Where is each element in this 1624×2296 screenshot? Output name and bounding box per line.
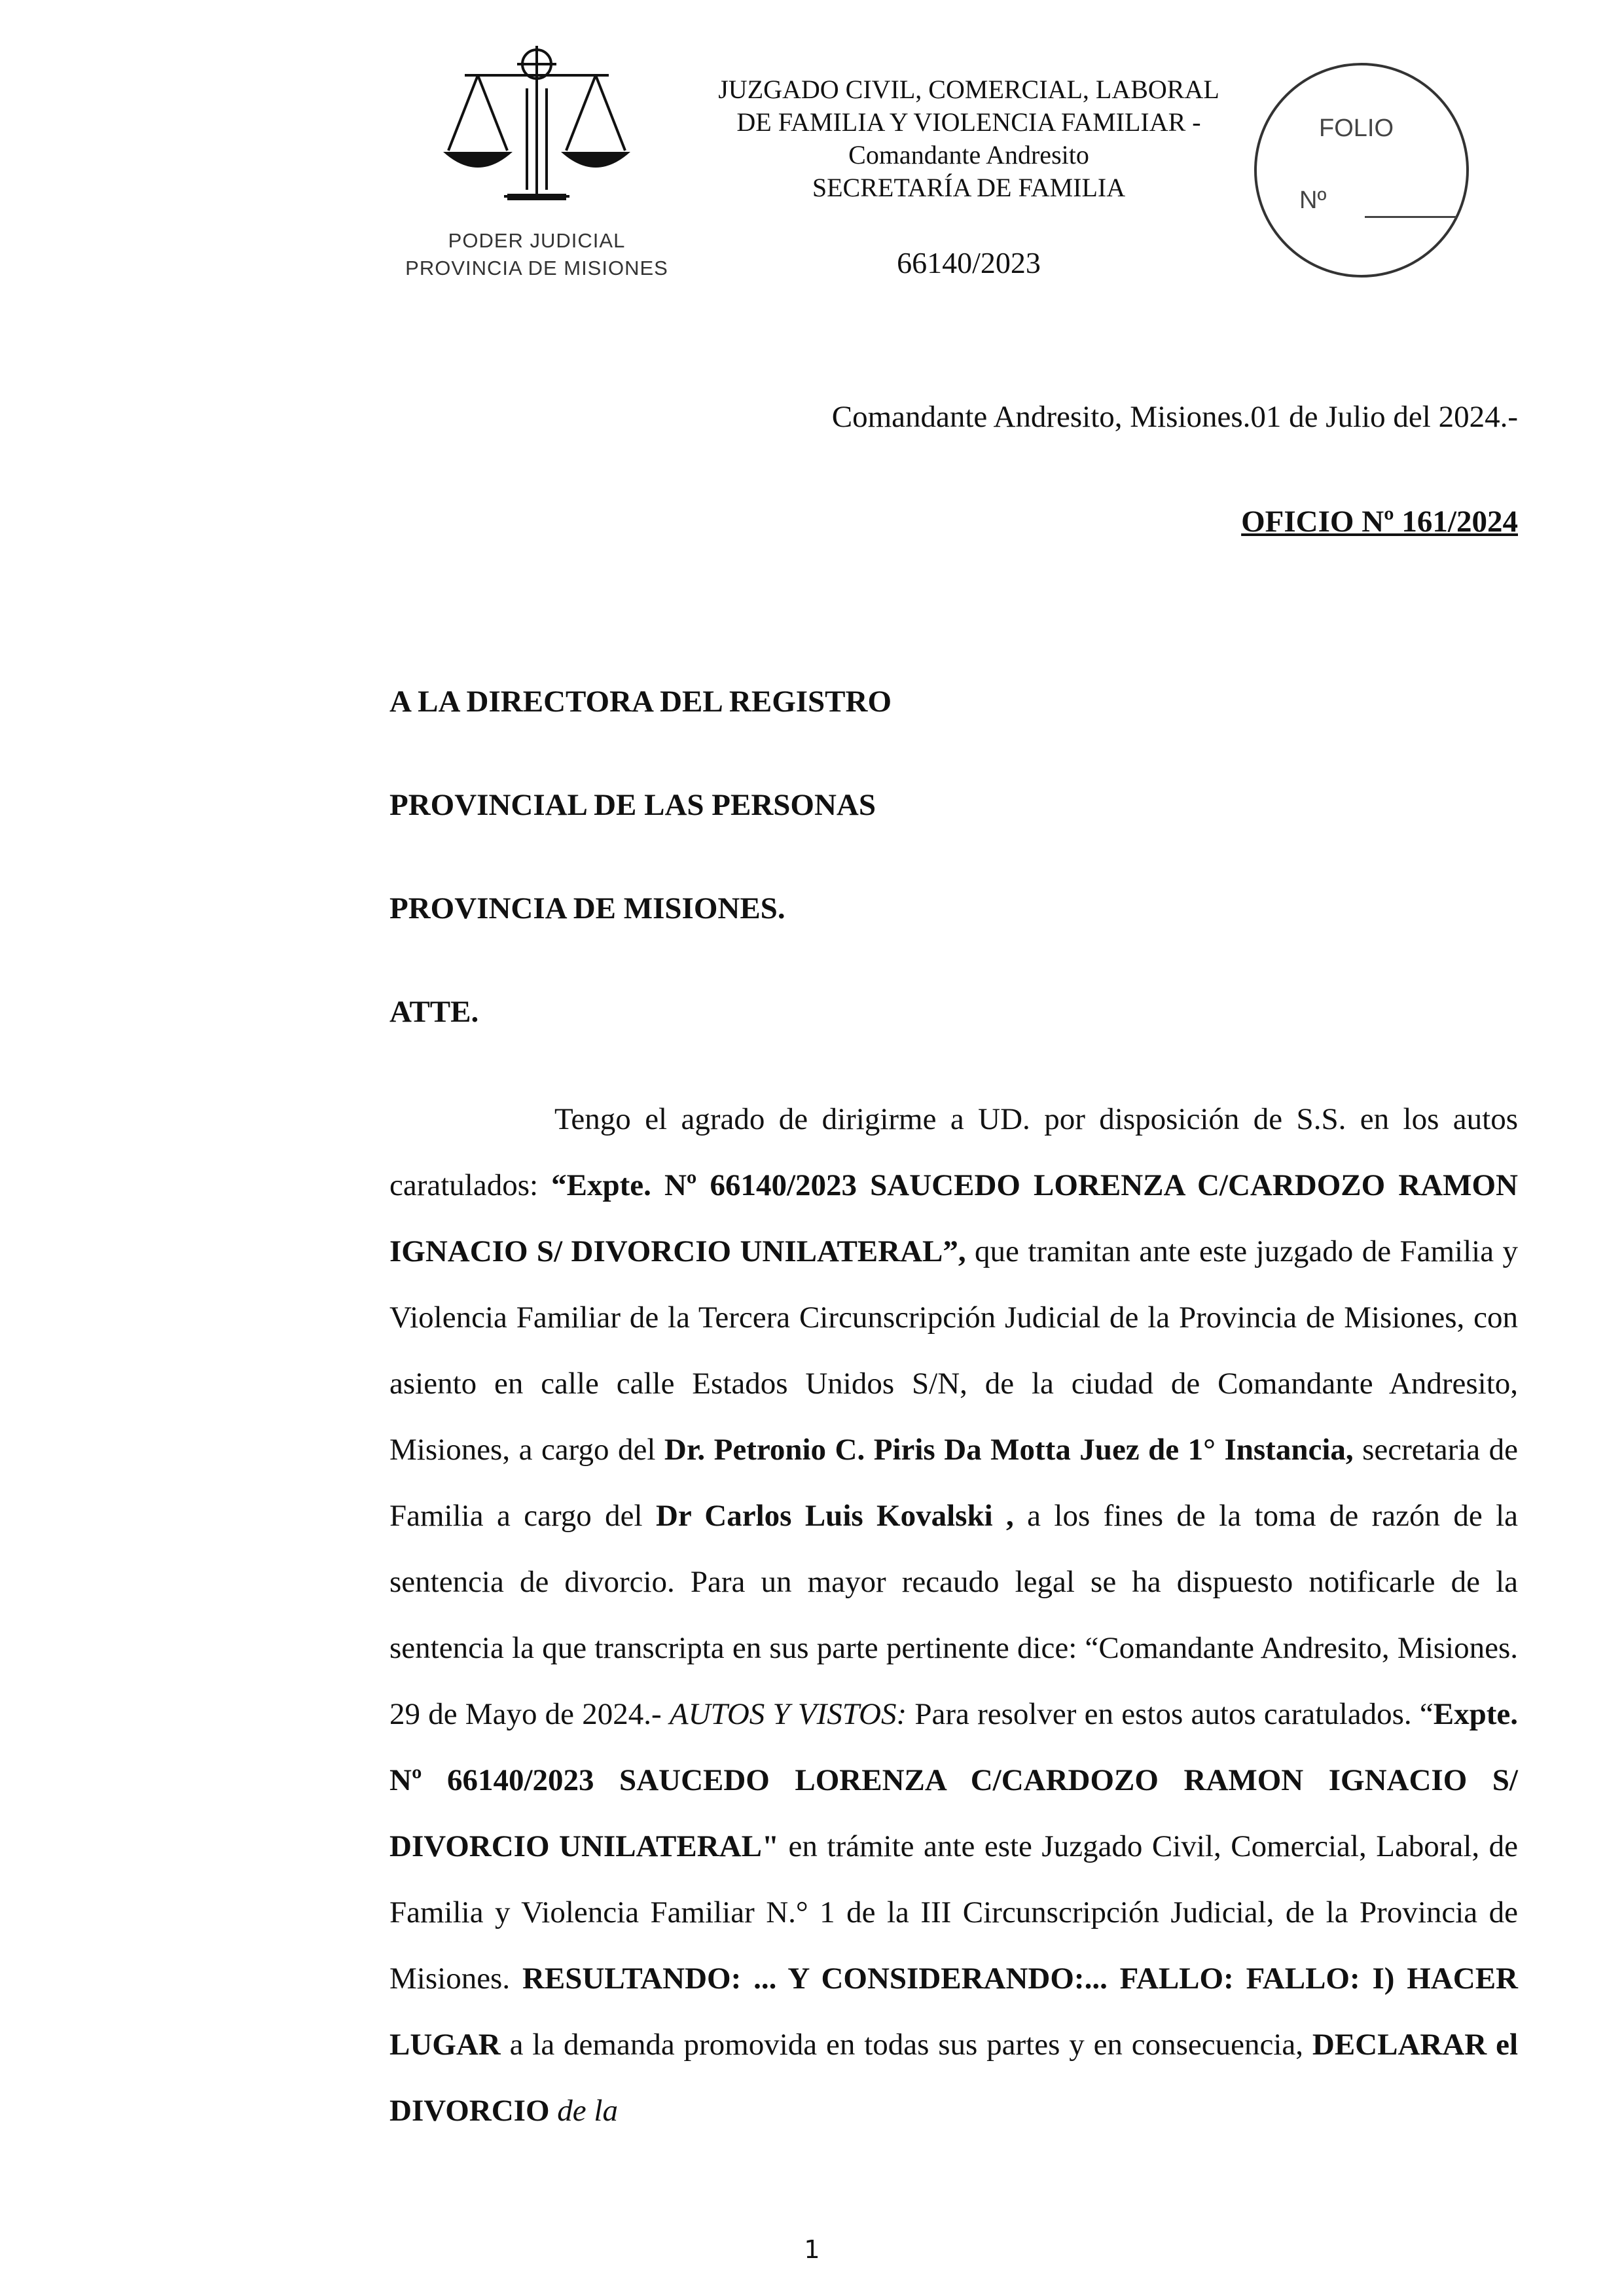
folio-circle-icon [1247,59,1476,288]
case-caption-bold-2: Expte. Nº 66140/2023 SAUCEDO LORENZA C/CARDOZO RAMON IGNACIO S/ DIVORCIO UNILATERAL" [389,1697,1518,1863]
page-number: 1 [804,2235,820,2264]
body-text-2: que tramitan ante este juzgado de Familia y Violencia Familiar de la Tercera Circunscripción Judicial de la Provincia de Misiones, con asiento en calle calle Estados Unidos S/N, de la ciudad de Comandante Andresito, Misiones, a cargo del [389,1234,1518,1467]
addressee-line-2: PROVINCIAL DE LAS PERSONAS [389,788,876,822]
body-text-5: Para resolver en estos autos caratulados. “ [907,1697,1434,1731]
de-la-italic: de la [557,2094,618,2128]
court-line-3: Comandante Andresito [848,140,1089,170]
oficio-title: OFICIO Nº 161/2024 [1241,505,1518,539]
body-text-3: secretaria de Familia a cargo del [389,1433,1519,1533]
logo-line-1: PODER JUDICIAL [448,229,626,252]
body-text-6: en trámite ante este Juzgado Civil, Comercial, Laboral, de Familia y Violencia Familiar N.° 1 de la III Circunscripción Judicial, de la Provincia de Misiones. [389,1829,1518,1996]
addressee-line-1: A LA DIRECTORA DEL REGISTRO [389,685,892,719]
folio-label: FOLIO [1319,115,1394,142]
date-line: Comandante Andresito, Misiones.01 de Julio del 2024.- [831,400,1518,434]
body-paragraph [389,1086,1518,2144]
folio-number-line [1365,216,1456,218]
folio-stamp [1247,59,1476,288]
judge-name-bold: Dr. Petronio C. Piris Da Motta Juez de 1° Instancia, [664,1433,1354,1467]
court-line-4: SECRETARÍA DE FAMILIA [812,173,1126,202]
body-text-1: Tengo el agrado de dirigirme a UD. por disposición de S.S. en los autos caratulados: [389,1102,1518,1202]
addressee-line-4: ATTE. [389,995,479,1029]
secretary-name-bold: Dr Carlos Luis Kovalski , [655,1499,1014,1533]
addressee-line-3: PROVINCIA DE MISIONES. [389,891,785,925]
court-name [681,73,1257,204]
court-line-2: DE FAMILIA Y VIOLENCIA FAMILIAR - [736,107,1201,137]
resultando-bold: RESULTANDO: ... Y CONSIDERANDO:... FALLO: FALLO: I) HACER LUGAR [389,1962,1518,2062]
body-text-8 [550,2094,558,2128]
scales-of-justice-icon [435,39,638,229]
court-line-1: JUZGADO CIVIL, COMERCIAL, LABORAL [718,75,1219,104]
folio-number-label: Nº [1299,187,1327,214]
body-text-7: a la demanda promovida en todas sus partes y en consecuencia, [500,2028,1312,2062]
body-text-4: a los fines de la toma de razón de la sentencia de divorcio. Para un mayor recaudo legal se ha dispuesto notificarle de la sentencia la que transcripta en sus parte pertinente dice: “Comandante Andresito, Misiones. 29 de Mayo de 2024.- [389,1499,1519,1731]
logo-line-2: PROVINCIA DE MISIONES [405,257,668,279]
case-number: 66140/2023 [897,246,1041,279]
declarar-divorcio-bold: DECLARAR el DIVORCIO [389,2028,1518,2128]
letter-body [389,1086,1518,2144]
autos-y-vistos-italic: AUTOS Y VISTOS: [669,1697,907,1731]
case-caption-bold: “Expte. Nº 66140/2023 SAUCEDO LORENZA C/CARDOZO RAMON IGNACIO S/ DIVORCIO UNILATERAL”, [389,1168,1518,1268]
poder-judicial-logo [399,39,674,295]
